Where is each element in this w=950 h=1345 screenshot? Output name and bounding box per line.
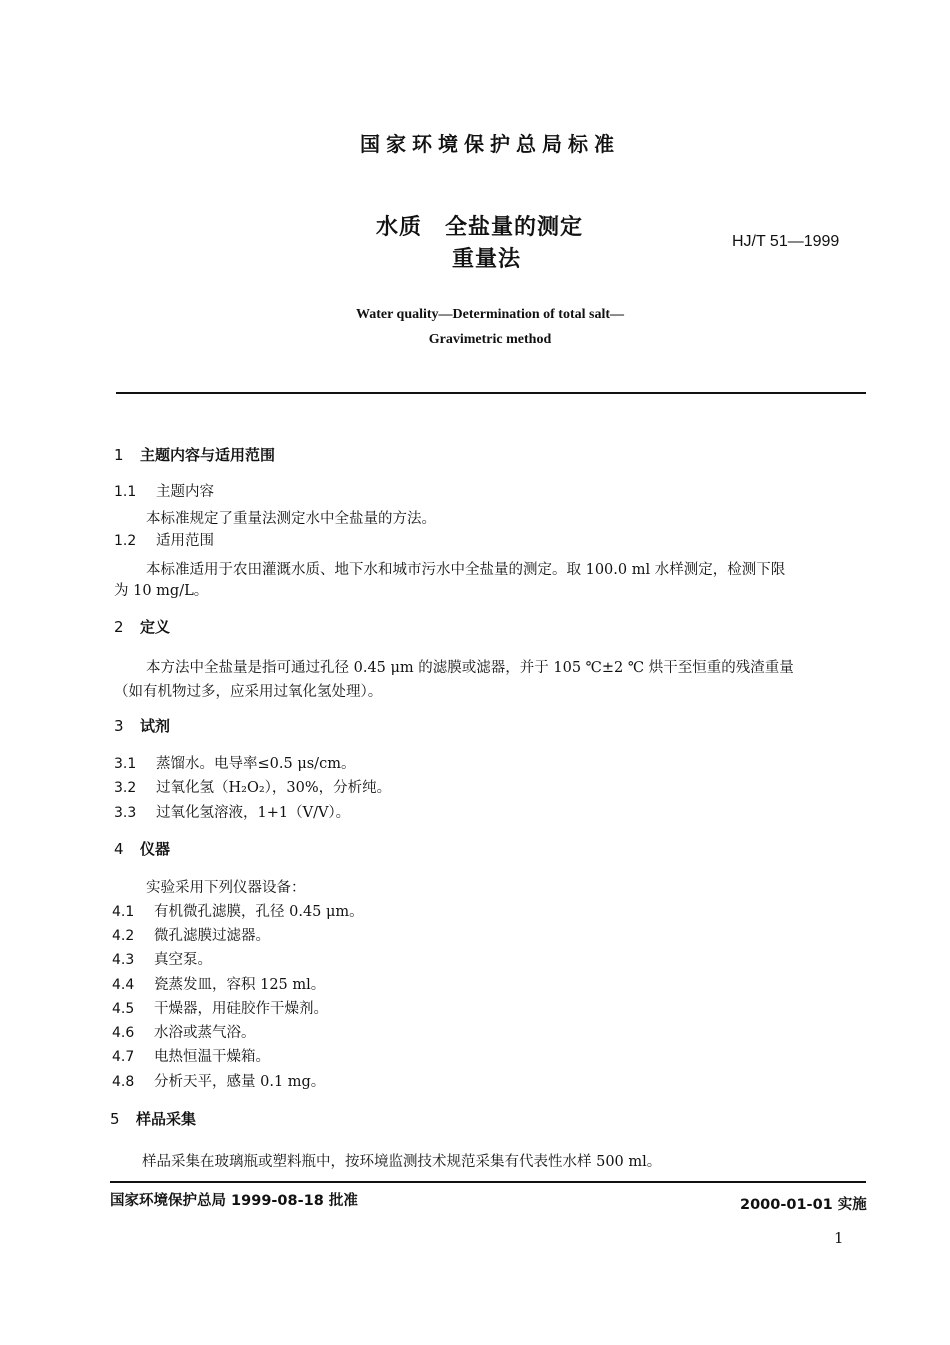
item-text: 分析天平，感量 0.1 mg。 [154,1074,326,1090]
section-number: 2 [114,618,124,636]
subsection-heading-1-1 [114,480,214,501]
reagent-item [114,752,355,773]
item-number: 4.7 [112,1049,135,1065]
item-number: 4.5 [112,1001,135,1017]
section-number: 1 [114,446,124,464]
item-number: 4.2 [112,928,135,944]
item-text: 水浴或蒸气浴。 [154,1025,256,1041]
section-number: 4 [114,840,124,858]
header-rule [116,392,866,394]
instrument-item [112,997,328,1018]
instrument-item [112,973,325,994]
page-number: 1 [834,1229,844,1247]
document-title-line1: 水质 全盐量的测定 [376,215,584,240]
standard-code: HJ/T 51—1999 [732,233,840,250]
item-text: 干燥器，用硅胶作干燥剂。 [154,1001,328,1017]
english-title-line2: Gravimetric method [428,332,552,347]
item-number: 3.1 [114,756,137,772]
item-text: 过氧化氢（H₂O₂），30%，分析纯。 [156,780,392,796]
paragraph-2-line2: （如有机物过多，应采用过氧化氢处理）。 [114,684,383,700]
footer-rule [110,1181,866,1183]
section-title: 仪器 [140,840,171,858]
item-number: 4.3 [112,952,135,968]
item-text: 微孔滤膜过滤器。 [154,928,270,944]
item-text: 有机微孔滤膜，孔径 0.45 μm。 [154,904,364,920]
section-heading-3 [114,715,170,736]
section-number: 5 [110,1110,120,1128]
instrument-item [112,1045,270,1066]
section-title: 试剂 [140,717,171,735]
instrument-item [112,948,212,969]
paragraph-1-2-line1: 本标准适用于农田灌溉水质、地下水和城市污水中全盐量的测定。取 100.0 ml 水样测定，检测下限 [146,562,786,578]
section-title: 主题内容与适用范围 [140,446,276,464]
paragraph-5: 样品采集在玻璃瓶或塑料瓶中，按环境监测技术规范采集有代表性水样 500 ml。 [142,1154,662,1170]
approval-date: 国家环境保护总局 1999-08-18 批准 [110,1193,358,1209]
section-number: 3 [114,717,124,735]
item-text: 电热恒温干燥箱。 [154,1049,270,1065]
item-number: 4.1 [112,904,135,920]
reagent-item [114,776,391,797]
reagent-item [114,801,350,822]
section-title: 样品采集 [136,1110,197,1128]
document-title-line2: 重量法 [452,247,522,272]
item-number: 3.2 [114,780,137,796]
paragraph-2-line1: 本方法中全盐量是指可通过孔径 0.45 μm 的滤膜或滤器，并于 105 ℃±2 ℃ 烘干至恒重的残渣重量 [146,660,794,676]
paragraph-1-2-line2: 为 10 mg/L。 [114,583,209,599]
subsection-number: 1.2 [114,533,137,549]
issuing-authority: 国家环境保护总局标准 [360,132,620,156]
instrument-item [112,1021,256,1042]
item-number: 4.8 [112,1074,135,1090]
instrument-item [112,900,364,921]
subsection-title: 适用范围 [156,533,214,549]
instrument-item [112,1070,325,1091]
section-heading-4 [114,838,170,859]
item-number: 4.6 [112,1025,135,1041]
instrument-item [112,924,270,945]
section-heading-5 [110,1108,196,1129]
section-title: 定义 [140,618,171,636]
subsection-title: 主题内容 [156,484,214,500]
subsection-heading-1-2 [114,529,214,550]
item-text: 过氧化氢溶液，1+1（V/V）。 [156,805,351,821]
paragraph-1-1: 本标准规定了重量法测定水中全盐量的方法。 [146,511,436,527]
item-number: 3.3 [114,805,137,821]
item-number: 4.4 [112,977,135,993]
item-text: 蒸馏水。电导率≤0.5 μs/cm。 [156,756,356,772]
item-text: 瓷蒸发皿，容积 125 ml。 [154,977,326,993]
subsection-number: 1.1 [114,484,137,500]
instruments-intro: 实验采用下列仪器设备： [146,880,306,896]
implementation-date: 2000-01-01 实施 [740,1197,867,1213]
section-heading-1 [114,444,275,465]
english-title-line1: Water quality—Determination of total salt— [355,307,625,322]
section-heading-2 [114,616,170,637]
item-text: 真空泵。 [154,952,212,968]
